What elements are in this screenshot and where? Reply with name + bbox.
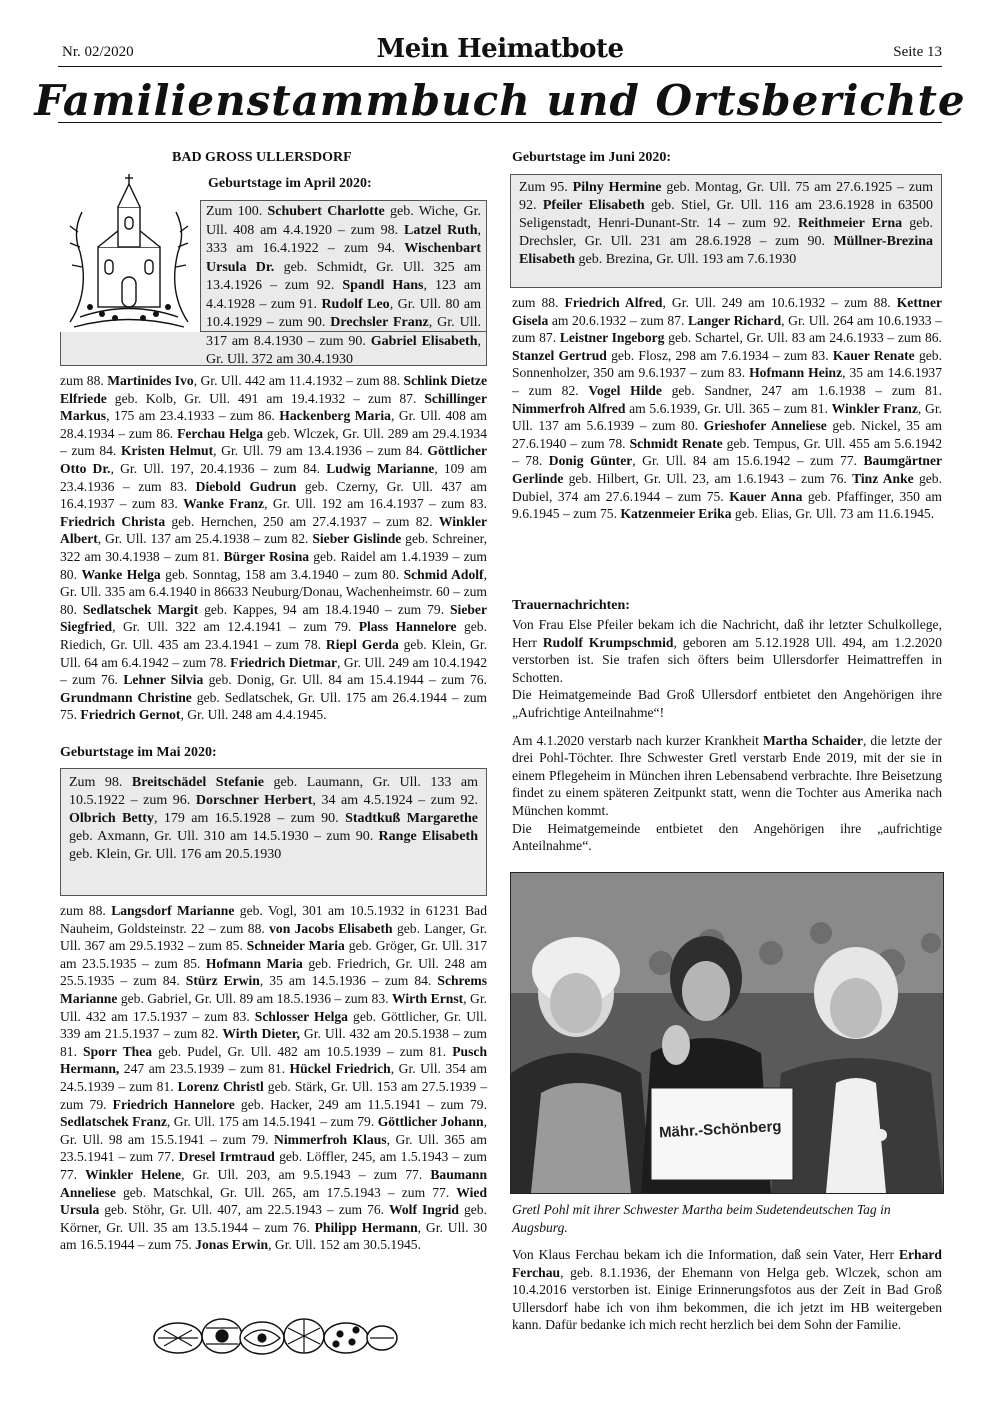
june-box: Zum 95. Pilny Hermine geb. Montag, Gr. Ull. 75 am 27.6.1925 – zum 92. Pfeiler Elisabeth geb. Stiel, Gr. Ull. 116 am 23.6.1928 in 63500 Seligenstadt, Henri-Dunant-Str. 14 – zum 92. Reithmeier Erna geb. Drechsler, Gr. Ull. 231 am 28.6.1928 – zum 90. Müllner-Brezina Elisabeth geb. Brezina, Gr. Ull. 193 am 7.6.1930 [510, 174, 942, 288]
person-name: Drechsler Franz [330, 315, 429, 330]
person-name: Hackenberg Maria [279, 408, 391, 424]
trauer-paragraph-4: Die Heimatgemeinde entbietet den Angehörigen ihre „aufrichtige Anteilnahme“. [512, 820, 942, 854]
person-name: Riepl Gerda [325, 636, 399, 652]
person-name: Friedrich Hannelore [112, 1096, 235, 1112]
june-heading: Geburtstage im Juni 2020: [512, 150, 672, 165]
person-name: Wirth Dieter, [222, 1026, 300, 1042]
person-name: Kristen Helmut [120, 443, 214, 459]
april-box-text: Zum 100. Schubert Charlotte geb. Wiche, Gr. Ull. 408 am 4.4.1920 – zum 98. Latzel Ruth, 333 am 16.4.1922 – zum 94. Wischenbart Ursula Dr. geb. Schmidt, Gr. Ull. 325 am 13.4.1926 – zum 92. Spandl Hans, 123 am 4.4.1928 – zum 91. Rudolf Leo, Gr. Ull. 80 am 10.4.1929 – zum 90. Drechsler Franz, Gr. Ull. 317 am 8.4.1930 – zum 90. Gabriel Elisabeth, Gr. Ull. 372 am 30.4.1930 [206, 204, 482, 367]
person-name: Göttlicher Otto Dr. [60, 443, 488, 476]
person-name: Müllner-Brezina Elisabeth [519, 234, 933, 267]
photo-illustration [511, 873, 943, 1193]
person-name: Leistner Ingeborg [559, 330, 665, 346]
person-name: Nimmerfroh Alfred [512, 400, 626, 416]
person-name: Wanke Helga [81, 566, 161, 582]
person-name: Martinides Ivo [107, 373, 194, 388]
person-name: Gabriel Elisabeth [370, 333, 478, 349]
person-name: Stürz Erwin [185, 973, 260, 989]
person-name: Breitschädel Stefanie [131, 775, 265, 790]
person-name: Erhard Ferchau [512, 1247, 942, 1280]
ferchau-paragraph: Von Klaus Ferchau bekam ich die Information, daß sein Vater, Herr Erhard Ferchau, geb. 8.1.1936, der Ehemann von Helga geb. Wlczek, schon am 10.4.2016 verstorben ist. Einige Erinnerungsfotos aus der Zeit in Bad Groß Ullersdorf habe ich von ihm bekommen, die ich jetzt im HB weitergeben kann. Dafür bedanke ich mich recht herzlich bei dem Sohn der Familie. [512, 1247, 942, 1333]
page-number: Seite 13 [893, 44, 942, 60]
trauer-heading: Trauernachrichten: [512, 598, 630, 613]
person-name: Schillinger Markus [60, 390, 487, 424]
person-name: Winkler Franz [831, 400, 918, 416]
person-name: Baumgärtner Gerlinde [512, 453, 943, 486]
person-name: Baumann Anneliese [60, 1166, 488, 1200]
may-birthdays-text: zum 88. Langsdorf Marianne geb. Vogl, 301 am 10.5.1932 in 61231 Bad Nauheim, Goldsteinstr. 22 – zum 88. von Jacobs Elisabeth geb. Langer, Gr. Ull. 367 am 29.5.1932 – zum 85. Schneider Maria geb. Gröger, Gr. Ull. 317 am 23.5.1935 – zum 85. Hofmann Maria geb. Friedrich, Gr. Ull. 248 am 25.5.1935 – zum 84. Stürz Erwin, 35 am 14.5.1936 – zum 84. Schrems Marianne geb. Gabriel, Gr. Ull. 89 am 18.5.1936 – zum 83. Wirth Ernst, Gr. Ull. 432 am 17.5.1937 – zum 83. Schlosser Helga geb. Göttlicher, Gr. Ull. 339 am 21.5.1937 – zum 82. Wirth Dieter, Gr. Ull. 432 am 20.5.1938 – zum 81. Sporr Thea geb. Pudel, Gr. Ull. 482 am 10.5.1939 – zum 81. Pusch Hermann, 247 am 23.5.1939 – zum 81. Hückel Friedrich, Gr. Ull. 354 am 24.5.1939 – zum 81. Lorenz Christl geb. Stärk, Gr. Ull. 153 am 27.5.1939 – zum 79. Friedrich Hannelore geb. Hacker, 249 am 11.5.1941 – zum 79. Sedlatschek Franz, Gr. Ull. 175 am 14.5.1941 – zum 79. Göttlicher Johann, Gr. Ull. 98 am 15.5.1941 – zum 79. Nimmerfroh Klaus, Gr. Ull. 365 am 23.5.1941 – zum 77. Dresel Irmtraud geb. Löffler, 245, am 1.5.1943 – zum 77. Winkler Helene, Gr. Ull. 203, am 9.5.1943 – zum 77. Baumann Anneliese geb. Matschkal, Gr. Ull. 265, am 17.5.1943 – zum 77. Wied Ursula geb. Stöhr, Gr. Ull. 407, am 22.5.1943 – zum 76. Wolf Ingrid geb. Körner, Gr. Ull. 35 am 13.5.1944 – zum 76. Philipp Hermann, Gr. Ull. 30 am 16.5.1944 – zum 75. Jonas Erwin, Gr. Ull. 152 am 30.5.1945. [60, 903, 488, 1253]
person-name: Schmid Adolf [403, 566, 484, 582]
may-box: Zum 98. Breitschädel Stefanie geb. Laumann, Gr. Ull. 133 am 10.5.1922 – zum 96. Dorschner Herbert, 34 am 4.5.1924 – zum 92. Olbrich Betty, 179 am 16.5.1928 – zum 90. Stadtkuß Margarethe geb. Axmann, Gr. Ull. 310 am 14.5.1930 – zum 90. Range Elisabeth geb. Klein, Gr. Ull. 176 am 20.5.1930 [60, 768, 487, 896]
person-name: Sedlatschek Franz [60, 1114, 167, 1130]
person-name: Winkler Albert [60, 513, 488, 547]
person-name: Pusch Hermann, [60, 1043, 487, 1077]
easter-eggs-decoration-icon [150, 1316, 400, 1358]
person-name: Diebold Gudrun [195, 478, 297, 494]
person-name: Reithmeier Erna [798, 216, 903, 231]
april-heading: Geburtstage im April 2020: [208, 176, 372, 191]
person-name: Langsdorf Marianne [111, 903, 235, 918]
person-name: von Jacobs Elisabeth [269, 920, 393, 936]
person-name: Latzel Ruth [403, 222, 478, 238]
june-birthdays-text: zum 88. Friedrich Alfred, Gr. Ull. 249 am 10.6.1932 – zum 88. Kettner Gisela am 20.6.1932 – zum 87. Langer Richard, Gr. Ull. 264 am 10.6.1933 – zum 87. Leistner Ingeborg geb. Schartel, Gr. Ull. 83 am 24.6.1933 – zum 86. Stanzel Gertrud geb. Flosz, 298 am 7.6.1934 – zum 83. Kauer Renate geb. Sonnenholzer, 350 am 9.6.1937 – zum 83. Hofmann Heinz, 35 am 14.6.1937 – zum 82. Vogel Hilde geb. Sandner, 247 am 1.6.1938 – zum 81. Nimmerfroh Alfred am 5.6.1939, Gr. Ull. 365 – zum 81. Winkler Franz, Gr. Ull. 137 am 5.6.1939 – zum 80. Grieshofer Anneliese geb. Nickel, 35 am 27.6.1940 – zum 78. Schmidt Renate geb. Tempus, Gr. Ull. 455 am 5.6.1942 – 78. Donig Günter, Gr. Ull. 84 am 15.6.1942 – zum 77. Baumgärtner Gerlinde geb. Hilbert, Gr. Ull. 23, am 1.6.1943 – zum 76. Tinz Anke geb. Dubiel, 374 am 27.6.1944 – zum 75. Kauer Anna geb. Pfaffinger, 350 am 9.6.1945 – zum 75. Katzenmeier Erika geb. Elias, Gr. Ull. 73 am 11.6.1945. [512, 295, 943, 522]
person-name: Wolf Ingrid [389, 1202, 459, 1218]
person-name: Ferchau Helga [177, 425, 264, 441]
person-name: Hofmann Heinz [749, 365, 843, 381]
may-heading: Geburtstage im Mai 2020: [60, 745, 217, 760]
person-name: Sporr Thea [83, 1043, 153, 1059]
person-name: Stadtkuß Margarethe [345, 811, 478, 826]
person-name: Sieber Gislinde [312, 531, 402, 547]
person-name: Nimmerfroh Klaus [274, 1131, 387, 1147]
person-name: Stanzel Gertrud [512, 347, 607, 363]
photo-three-women [510, 872, 944, 1194]
person-name: Schlosser Helga [254, 1008, 348, 1024]
person-name: Friedrich Gernot [80, 707, 181, 723]
person-name: Friedrich Dietmar [230, 654, 338, 670]
church-illustration-icon [60, 172, 198, 334]
person-name: Range Elisabeth [378, 829, 478, 844]
person-name: Lehner Silvia [123, 672, 204, 688]
trauer-section [512, 616, 942, 855]
person-name: Martha Schaider [762, 732, 863, 748]
person-name: Wanke Franz [183, 496, 265, 512]
person-name: Schlink Dietze Elfriede [60, 373, 487, 406]
person-name: Schrems Marianne [60, 973, 487, 1006]
person-name: Pfeiler Elisabeth [542, 198, 645, 213]
person-name: Schubert Charlotte [267, 204, 385, 219]
person-name: Kauer Anna [729, 488, 803, 504]
person-name: Katzenmeier Erika [620, 506, 732, 522]
person-name: Wischenbart Ursula Dr. [206, 241, 481, 275]
page-title: Familienstammbuch und Ortsberichte [34, 76, 966, 125]
person-name: Rudolf Krumpschmid [542, 634, 674, 650]
person-name: Grieshofer Anneliese [703, 418, 827, 434]
april-birthdays-text: zum 88. Martinides Ivo, Gr. Ull. 442 am 11.4.1932 – zum 88. Schlink Dietze Elfriede geb. Kolb, Gr. Ull. 491 am 19.4.1932 – zum 87. Schillinger Markus, 175 am 23.4.1933 – zum 86. Hackenberg Maria, Gr. Ull. 408 am 28.4.1934 – zum 86. Ferchau Helga geb. Wlczek, Gr. Ull. 289 am 29.4.1934 – zum 84. Kristen Helmut, Gr. Ull. 79 am 13.4.1936 – zum 84. Göttlicher Otto Dr., Gr. Ull. 197, 20.4.1936 – zum 84. Ludwig Marianne, 109 am 23.4.1936 – zum 83. Diebold Gudrun geb. Czerny, Gr. Ull. 437 am 16.4.1937 – zum 83. Wanke Franz, Gr. Ull. 192 am 16.4.1937 – zum 83. Friedrich Christa geb. Hernchen, 250 am 27.4.1937 – zum 82. Winkler Albert, Gr. Ull. 137 am 25.4.1938 – zum 82. Sieber Gislinde geb. Schreiner, 322 am 30.4.1938 – zum 81. Bürger Rosina geb. Raidel am 1.4.1939 – zum 80. Wanke Helga geb. Sonntag, 158 am 3.4.1940 – zum 80. Schmid Adolf, Gr. Ull. 335 am 6.4.1940 in 86633 Neuburg/Donau, Wachenheimstr. 60 – zum 80. Sedlatschek Margit geb. Kappes, 94 am 18.4.1940 – zum 79. Sieber Siegfried, Gr. Ull. 322 am 12.4.1941 – zum 79. Plass Hannelore geb. Riedich, Gr. Ull. 435 am 23.4.1941 – zum 78. Riepl Gerda geb. Klein, Gr. Ull. 64 am 6.4.1942 – zum 78. Friedrich Dietmar, Gr. Ull. 249 am 10.4.1942 – zum 76. Lehner Silvia geb. Donig, Gr. Ull. 84 am 15.4.1944 – zum 76. Grundmann Christine geb. Sedlatschek, Gr. Ull. 175 am 26.4.1944 – zum 75. Friedrich Gernot, Gr. Ull. 248 am 4.4.1945. [60, 373, 488, 723]
trauer-paragraph-1: Von Frau Else Pfeiler bekam ich die Nachricht, daß ihr letzter Schulkollege, Herr Rudolf Krumpschmid, geboren am 5.12.1928 Ull. 494, am 1.2.2020 verstorben ist. Sie trafen sich öfters beim Ullersdorfer Heimattreffen in Schotten. [512, 617, 942, 685]
person-name: Ludwig Marianne [326, 460, 435, 476]
trauer-paragraph-2: Die Heimatgemeinde Bad Groß Ullersdorf entbietet den Angehörigen ihre „Aufrichtige Anteilnahme“! [512, 687, 942, 720]
person-name: Langer Richard [687, 312, 782, 328]
person-name: Sieber Siegfried [60, 601, 487, 635]
person-name: Vogel Hilde [588, 382, 662, 398]
person-name: Donig Günter [548, 453, 633, 469]
town-heading: BAD GROSS ULLERSDORF [172, 150, 352, 165]
person-name: Olbrich Betty [69, 811, 154, 826]
person-name: Pilny Hermine [572, 180, 662, 195]
person-name: Spandl Hans [342, 278, 424, 293]
person-name: Friedrich Christa [60, 513, 166, 529]
person-name: Sedlatschek Margit [82, 601, 199, 617]
person-name: Rudolf Leo [321, 296, 390, 312]
person-name: Dorschner Herbert [195, 793, 313, 808]
person-name: Wied Ursula [60, 1184, 487, 1218]
person-name: Kauer Renate [832, 347, 915, 363]
person-name: Plass Hannelore [358, 619, 457, 635]
trauer-paragraph-3: Am 4.1.2020 verstarb nach kurzer Krankheit Martha Schaider, die letzte der drei Pohl-Töchter. Ihre Schwester Gretl verstarb Ende 2019, mit der sie in einem Pflegeheim in München ihren Lebensabend verbrachte. Ihre Beisetzung findet zu einem späteren Zeitpunkt statt, wenn die Tochter aus Amerika nach München kommt. [512, 732, 942, 818]
person-name: Schmidt Renate [629, 435, 723, 451]
person-name: Wirth Ernst [391, 990, 464, 1006]
person-name: Lorenz Christl [177, 1078, 264, 1094]
person-name: Jonas Erwin [195, 1237, 269, 1253]
person-name: Schneider Maria [246, 938, 345, 954]
header-rule [58, 66, 942, 67]
person-name: Dresel Irmtraud [178, 1149, 275, 1165]
photo-sign-text: Mähr.-Schönberg [658, 1117, 782, 1142]
person-name: Hofmann Maria [205, 955, 303, 971]
person-name: Winkler Helene [85, 1166, 182, 1182]
title-rule [58, 122, 942, 123]
person-name: Hückel Friedrich [289, 1061, 391, 1077]
masthead-logo: Mein Heimatbote [376, 34, 624, 64]
person-name: Bürger Rosina [223, 548, 310, 564]
issue-number: Nr. 02/2020 [62, 44, 134, 60]
photo-caption: Gretl Pohl mit ihrer Schwester Martha beim Sudetendeutschen Tag in Augsburg. [512, 1202, 891, 1235]
person-name: Philipp Hermann [314, 1219, 418, 1235]
person-name: Grundmann Christine [60, 689, 192, 705]
person-name: Tinz Anke [852, 470, 914, 486]
person-name: Friedrich Alfred [564, 295, 663, 310]
person-name: Kettner Gisela [512, 295, 943, 328]
person-name: Göttlicher Johann [377, 1114, 484, 1130]
